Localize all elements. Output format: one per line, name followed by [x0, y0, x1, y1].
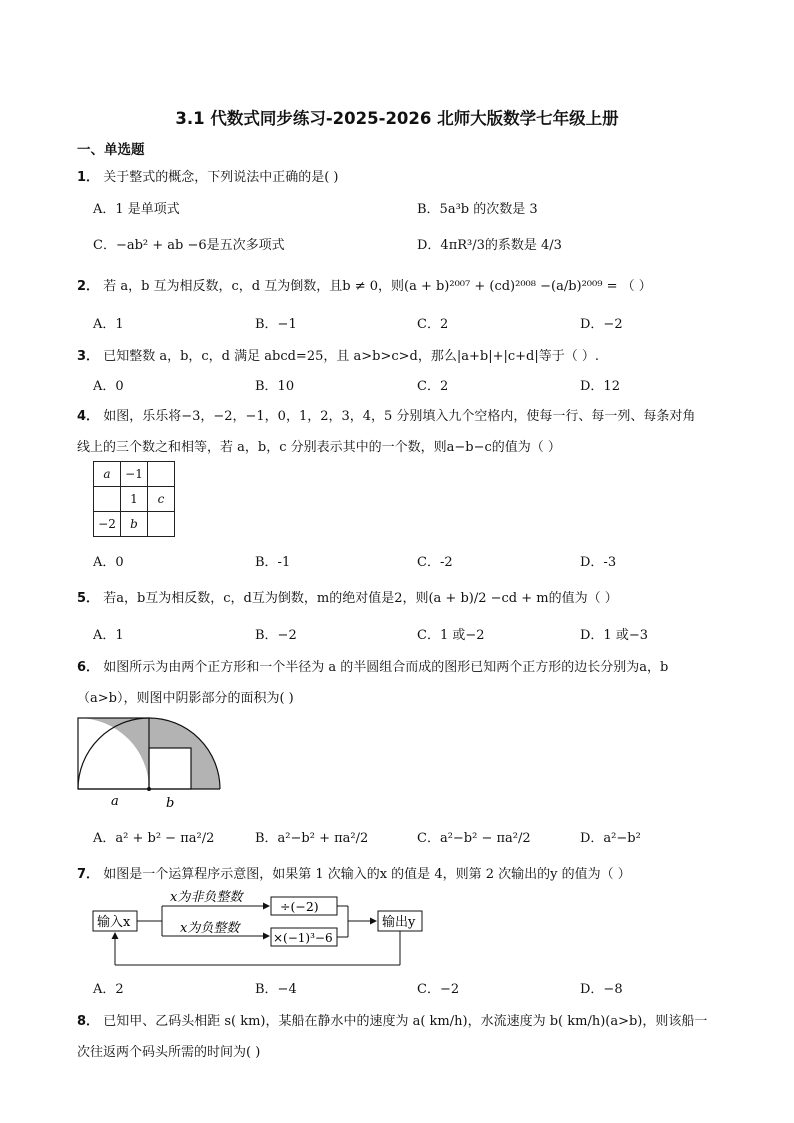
square-b: [149, 748, 191, 789]
question-number: 3．: [77, 349, 100, 364]
option-c[interactable]: C．a²−b² − πa²/2: [417, 831, 531, 846]
question-text-line-2: （a>b），则图中阴影部分的面积为( ): [77, 691, 294, 706]
option-d[interactable]: D．−8: [580, 982, 623, 997]
question-3: [77, 345, 599, 364]
option-d[interactable]: D．12: [580, 379, 620, 394]
option-c[interactable]: C．2: [417, 317, 449, 332]
option-a[interactable]: A．0: [93, 379, 124, 394]
flowchart-figure: [90, 885, 430, 970]
grid-cell: b: [121, 512, 148, 537]
grid-cell: [148, 512, 175, 537]
option-b[interactable]: B．a²−b² + πa²/2: [255, 831, 369, 846]
option-d[interactable]: D．4πR³/3的系数是 4/3: [417, 238, 562, 253]
question-text: 若 a，b 互为相反数，c，d 互为倒数，且b ≠ 0，则(a + b)²⁰⁰⁷ + (cd)²⁰⁰⁸ −(a/b)²⁰⁰⁹ = （ ）: [103, 279, 652, 294]
question-number: 6．: [77, 660, 100, 675]
option-c[interactable]: C．-2: [417, 555, 453, 570]
option-b[interactable]: B．−4: [255, 982, 297, 997]
option-b[interactable]: B．5a³b 的次数是 3: [417, 202, 538, 217]
question-5: [77, 587, 618, 606]
question-text-line-1: 已知甲、乙码头相距 s( km)，某船在静水中的速度为 a( km/h)，水流速度为 b( km/h)(a>b)，则该船一: [103, 1014, 708, 1029]
op-multiply: ×(−1)³−6: [273, 931, 333, 945]
question-text-line-1: 如图，乐乐将−3，−2，−1，0，1，2，3，4，5 分别填入九个空格内，使每一行、每一列、每条对角: [103, 409, 696, 424]
option-b[interactable]: B．10: [255, 379, 295, 394]
question-text-line-2: 次往返两个码头所需的时间为( ): [77, 1045, 261, 1060]
question-8: [77, 1010, 707, 1029]
question-text: 若a，b互为相反数，c，d互为倒数，m的绝对值是2，则(a + b)/2 −cd + m的值为（ ）: [103, 591, 618, 606]
option-c[interactable]: C．1 或−2: [417, 628, 485, 643]
grid-cell: −2: [94, 512, 121, 537]
question-text: 如图是一个运算程序示意图，如果第 1 次输入的x 的值是 4，则第 2 次输出的y 的值为（ ）: [103, 867, 631, 882]
output-label: 输出y: [382, 915, 416, 930]
grid-cell: 1: [121, 487, 148, 512]
input-label: 输入x: [97, 915, 131, 930]
option-b[interactable]: B．-1: [255, 555, 291, 570]
question-number: 7．: [77, 867, 100, 882]
option-d[interactable]: D．-3: [580, 555, 617, 570]
option-c[interactable]: C．2: [417, 379, 449, 394]
question-2: [77, 275, 652, 294]
question-number: 2．: [77, 279, 100, 294]
question-number: 1．: [77, 170, 100, 185]
option-c[interactable]: C．−ab² + ab −6是五次多项式: [93, 238, 285, 253]
question-number: 4．: [77, 409, 100, 424]
option-d[interactable]: D．1 或−3: [580, 628, 648, 643]
grid-cell: c: [148, 487, 175, 512]
option-c[interactable]: C．−2: [417, 982, 460, 997]
question-text-line-2: 线上的三个数之和相等，若 a，b，c 分别表示其中的一个数，则a−b−c的值为（ ）: [77, 440, 561, 455]
squares-semicircle-figure: [75, 715, 225, 810]
grid-cell: a: [94, 462, 121, 487]
question-text: 关于整式的概念，下列说法中正确的是( ): [103, 170, 339, 185]
grid-cell: [148, 462, 175, 487]
option-b[interactable]: B．−2: [255, 628, 297, 643]
op-divide: ÷(−2): [280, 899, 319, 914]
option-a[interactable]: A．1: [93, 628, 124, 643]
condition-nonnegative: x为非负整数: [170, 890, 243, 905]
magic-square-grid: [93, 461, 175, 537]
option-a[interactable]: A．0: [93, 555, 124, 570]
question-1: [77, 166, 338, 185]
grid-cell: −1: [121, 462, 148, 487]
page-title: 3.1 代数式同步练习-2025-2026 北师大版数学七年级上册: [175, 109, 619, 128]
question-6: [77, 656, 668, 675]
option-a[interactable]: A．1 是单项式: [93, 202, 180, 217]
option-a[interactable]: A．2: [93, 982, 124, 997]
option-b[interactable]: B．−1: [255, 317, 297, 332]
condition-negative: x为负整数: [180, 921, 240, 936]
grid-cell: [94, 487, 121, 512]
option-a[interactable]: A．1: [93, 317, 124, 332]
label-a: a: [111, 794, 119, 809]
option-a[interactable]: A．a² + b² − πa²/2: [93, 831, 215, 846]
shaded-corner-left: [78, 718, 149, 789]
question-text: 已知整数 a，b，c，d 满足 abcd=25，且 a>b>c>d，那么|a+b|+|c+d|等于（ ）.: [103, 349, 599, 364]
question-4: [77, 405, 695, 424]
center-point: [147, 787, 151, 791]
section-heading: 一、单选题: [77, 142, 145, 158]
label-b: b: [166, 796, 175, 810]
option-d[interactable]: D．a²−b²: [580, 831, 641, 846]
question-number: 5．: [77, 591, 100, 606]
question-number: 8．: [77, 1014, 100, 1029]
question-text-line-1: 如图所示为由两个正方形和一个半径为 a 的半圆组合而成的图形已知两个正方形的边长分别为a，b: [103, 660, 669, 675]
question-7: [77, 863, 631, 882]
option-d[interactable]: D．−2: [580, 317, 623, 332]
shaded-region-right: [149, 718, 220, 789]
